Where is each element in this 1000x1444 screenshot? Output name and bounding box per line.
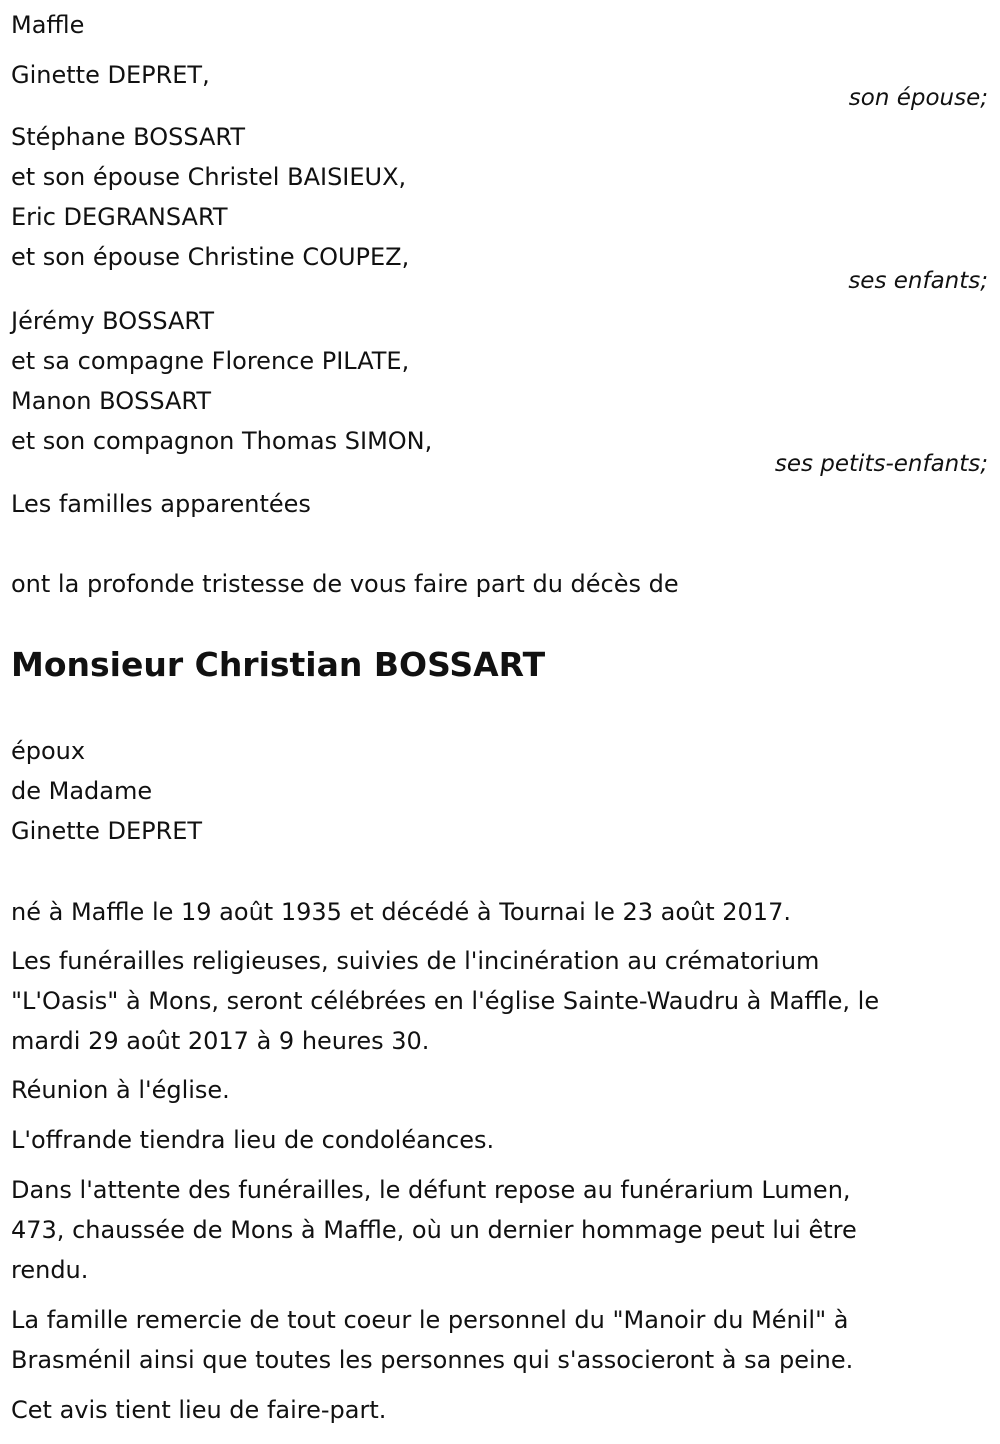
birth-death: né à Maffle le 19 août 1935 et décédé à Tournai le 23 août 2017. xyxy=(11,898,791,926)
child-line: et son épouse Christel BAISIEUX, xyxy=(11,163,407,191)
funeral-line: "L'Oasis" à Mons, seront célébrées en l'église Sainte-Waudru à Maffle, le xyxy=(11,987,880,1015)
meeting: Réunion à l'église. xyxy=(11,1076,230,1104)
place: Maffle xyxy=(11,11,85,39)
families: Les familles apparentées xyxy=(11,490,311,518)
relation-line: Ginette DEPRET xyxy=(11,817,203,845)
grandchild-line: et son compagnon Thomas SIMON, xyxy=(11,427,433,455)
deceased-name: Monsieur Christian BOSSART xyxy=(11,645,546,684)
thanks-line: La famille remercie de tout coeur le personnel du "Manoir du Ménil" à xyxy=(11,1306,849,1334)
child-line: et son épouse Christine COUPEZ, xyxy=(11,243,410,271)
grandchildren-role: ses petits-enfants; xyxy=(774,451,988,477)
grandchild-line: Jérémy BOSSART xyxy=(11,307,215,335)
closing: Cet avis tient lieu de faire-part. xyxy=(11,1396,387,1424)
child-line: Stéphane BOSSART xyxy=(11,123,246,151)
grandchild-line: Manon BOSSART xyxy=(11,387,212,415)
funeral-line: Les funérailles religieuses, suivies de l'incinération au crématorium xyxy=(11,947,820,975)
rest-line: 473, chaussée de Mons à Maffle, où un dernier hommage peut lui être xyxy=(11,1216,857,1244)
grandchild-line: et sa compagne Florence PILATE, xyxy=(11,347,410,375)
relation-line: de Madame xyxy=(11,777,153,805)
spouse-role: son épouse; xyxy=(848,85,988,111)
relation-line: époux xyxy=(11,737,86,765)
rest-line: Dans l'attente des funérailles, le défunt repose au funérarium Lumen, xyxy=(11,1176,851,1204)
announcement: ont la profonde tristesse de vous faire part du décès de xyxy=(11,570,679,598)
funeral-line: mardi 29 août 2017 à 9 heures 30. xyxy=(11,1027,430,1055)
children-role: ses enfants; xyxy=(848,268,988,294)
child-line: Eric DEGRANSART xyxy=(11,203,228,231)
spouse-name: Ginette DEPRET, xyxy=(11,61,210,89)
rest-line: rendu. xyxy=(11,1256,89,1284)
offering: L'offrande tiendra lieu de condoléances. xyxy=(11,1126,495,1154)
thanks-line: Brasménil ainsi que toutes les personnes qui s'associeront à sa peine. xyxy=(11,1346,854,1374)
